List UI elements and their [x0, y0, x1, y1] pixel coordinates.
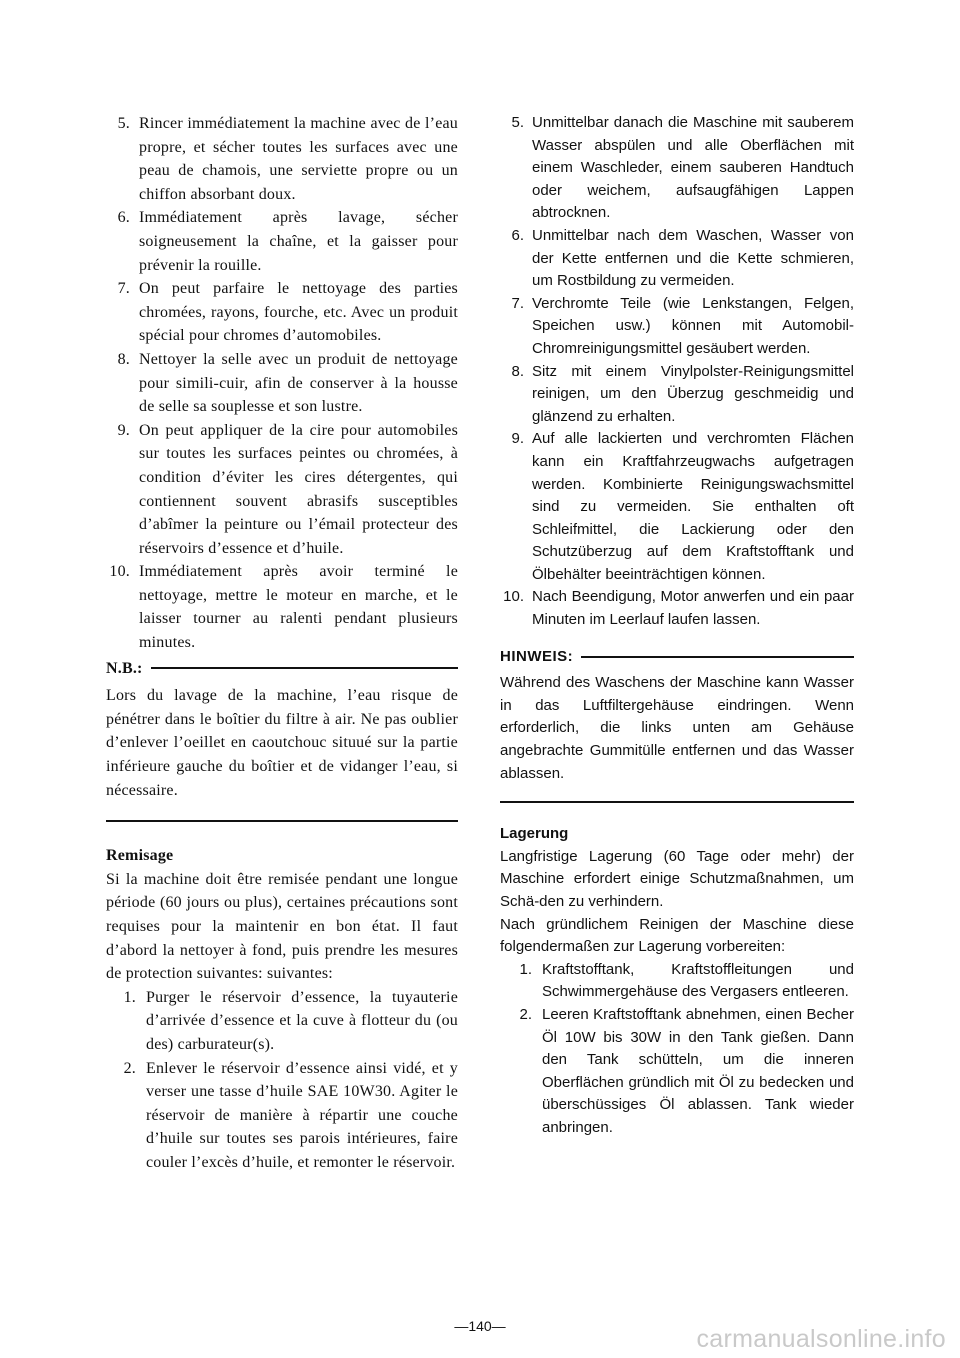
note-rule: [151, 667, 458, 669]
item-text: Immédiatement après lavage, sécher soigneusement la chaîne, et la gaisser pour prévenir la rouille.: [139, 209, 458, 274]
note-end-rule: [106, 820, 458, 822]
german-storage-list: [500, 959, 854, 1140]
item-number: 9.: [117, 421, 130, 439]
storage-title: Remisage: [106, 847, 174, 865]
list-item: [106, 277, 458, 348]
item-number: 10.: [109, 563, 130, 581]
item-text: Nettoyer la selle avec un produit de nettoyage pour simili-cuir, afin de conserver à la housse de selle sa souplesse et son lustre.: [139, 350, 458, 416]
note-header: [500, 646, 854, 669]
storage-intro-2: Nach gründlichem Reinigen der Maschine diese folgendermaßen zur Lagerung vorbereiten:: [500, 915, 854, 956]
item-number: 2.: [123, 1059, 136, 1077]
storage-intro: Si la machine doit être remisée pendant une longue période (60 jours ou plus), certaines précautions sont requises pour la maintenir en bon état. Il faut d’abord la nettoyer à fond, puis prendre les mesures de protection suivantes: suivantes:: [106, 870, 458, 983]
list-item: [500, 361, 854, 429]
list-item: [106, 419, 458, 561]
item-text: Nach Beendigung, Motor anwerfen und ein paar Minuten im Leerlauf laufen lassen.: [532, 588, 854, 629]
item-number: 6.: [117, 209, 130, 227]
french-cleaning-list: [106, 112, 458, 655]
item-number: 5.: [511, 114, 524, 131]
note-end-rule: [500, 801, 854, 803]
item-text: Immédiatement après avoir terminé le nettoyage, mettre le moteur en marche, et le laisser tourner au ralenti pendant plusieurs minutes.: [139, 563, 458, 652]
item-text: On peut appliquer de la cire pour automobiles sur toutes les surfaces peintes ou chromées, à condition d’éviter les cires détergentes, qui contiennent souvent abrasifs susceptibles d’abîmer la peinture ou l’émail protecteur des réservoirs d’essence et d’huile.: [139, 421, 458, 557]
german-column: [500, 112, 854, 1140]
item-text: Purger le réservoir d’essence, la tuyauterie d’arrivée d’essence et la cuve à flotteur du (ou des) carburateur(s).: [146, 988, 458, 1053]
item-number: 7.: [117, 280, 130, 298]
item-text: Sitz mit einem Vinylpolster-Reinigungsmittel reinigen, um den Überzug geschmeidig und glänzend zu erhalten.: [532, 362, 854, 425]
list-item: [500, 293, 854, 361]
list-item: [106, 206, 458, 277]
item-number: 1.: [123, 988, 136, 1006]
item-number: 2.: [519, 1005, 532, 1023]
list-item: [512, 1004, 854, 1140]
item-text: Leeren Kraftstofftank abnehmen, einen Becher Öl 10W bis 30W in den Tank gießen. Dann den Tank schütteln, um die inneren Oberflächen gründlich mit Öl zu bedecken und überschüssiges Öl ablassen. Tank wieder anbringen.: [542, 1005, 854, 1136]
list-item: [116, 1057, 458, 1175]
item-number: 1.: [519, 960, 532, 978]
storage-intro: Langfristige Lagerung (60 Tage oder mehr) der Maschine erfordert einige Schutzmaßnahmen, um Schä-den zu verhindern.: [500, 847, 854, 910]
item-number: 9.: [511, 430, 524, 448]
list-item: [106, 348, 458, 419]
item-number: 7.: [511, 294, 524, 312]
note-text: Lors du lavage de la machine, l’eau risque de pénétrer dans le boîtier du filtre à air. Ne pas oublier d’enlever l’oeillet en caoutchouc situué sur la partie inférieure gauche du boîtier et de vidanger l’eau, si nécessaire.: [106, 687, 458, 799]
note-header: [106, 657, 458, 681]
item-text: Unmittelbar nach dem Waschen, Wasser von der Kette entfernen und die Kette schmieren, um Rostbildung zu vermeiden.: [532, 226, 854, 290]
list-item: [106, 560, 458, 654]
note-label: N.B.:: [106, 659, 143, 677]
list-item: [512, 959, 854, 1004]
item-number: 8.: [511, 362, 524, 380]
note-text: Während des Waschens der Maschine kann Wasser in das Luftfiltergehäuse eindringen. Wenn erforderlich, die links unten am Gehäuse angebrachte Gummitülle entfernen und das Wasser ablassen.: [500, 674, 854, 782]
list-item: [116, 986, 458, 1057]
note-label: HINWEIS:: [500, 647, 574, 665]
item-number: 5.: [117, 115, 130, 132]
list-item: [106, 112, 458, 206]
french-storage-list: [106, 986, 458, 1175]
storage-title: Lagerung: [500, 825, 569, 843]
item-text: Enlever le réservoir d’essence ainsi vidé, et y verser une tasse d’huile SAE 10W30. Agiter le réservoir de manière à répartir une couche d’huile sur toutes ses parois intérieures, faire couler l’excès d’huile, et remonter le réservoir.: [146, 1059, 458, 1171]
german-cleaning-list: [500, 112, 854, 632]
item-text: Rincer immédiatement la machine avec de l’eau propre, et sécher toutes les surfaces avec une peau de chamois, une serviette propre ou un chiffon absorbant doux.: [139, 115, 458, 203]
french-column: [106, 112, 458, 1175]
page-number: —140—: [454, 1318, 506, 1334]
list-item: [500, 225, 854, 293]
item-text: Kraftstofftank, Kraftstoffleitungen und Schwimmergehäuse des Vergasers entleeren.: [542, 960, 854, 1001]
list-item: [500, 586, 854, 631]
item-text: Auf alle lackierten und verchromten Flächen kann ein Kraftfahrzeugwachs aufgetragen werden. Kombinierte Reinigungswachsmittel sind zu vermeiden. Sie enthalten oft Schleifmittel, die Lackierung oder den Schutzüberzug auf dem Kraftstofftank und Ölbehälter beeinträchtigen können.: [532, 430, 854, 583]
list-item: [500, 112, 854, 225]
watermark: carmanualsonline.info: [696, 1325, 946, 1353]
item-text: On peut parfaire le nettoyage des parties chromées, rayons, fourche, etc. Avec un produit spécial pour chromes d’automobiles.: [139, 280, 458, 345]
item-number: 10.: [503, 588, 524, 606]
note-rule: [581, 656, 854, 658]
item-number: 8.: [117, 350, 130, 368]
list-item: [500, 428, 854, 586]
item-number: 6.: [511, 226, 524, 244]
item-text: Verchromte Teile (wie Lenkstangen, Felgen, Speichen usw.) können mit Automobil-Chromreinigungsmittel gesäubert werden.: [532, 294, 854, 357]
item-text: Unmittelbar danach die Maschine mit sauberem Wasser abspülen und alle Oberflächen mit einem Waschleder, einem sauberen Handtuch oder weichem, aufsaugfähigen Lappen abtrocknen.: [532, 114, 854, 222]
